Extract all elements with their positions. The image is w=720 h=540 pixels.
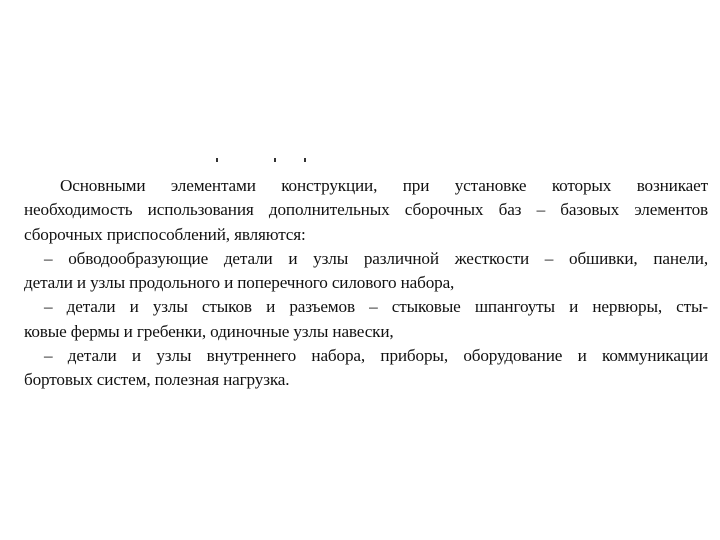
text-line-6: – детали и узлы стыков и разъемов – стыковые шпангоуты и нервюры, сты-: [44, 297, 708, 317]
text-line-1: Основными элементами конструкции, при установке которых возникает: [60, 176, 708, 195]
text-line-9: бортовых систем, полезная нагрузка.: [24, 370, 290, 390]
text-line-5: детали и узлы продольного и поперечного силового набора,: [24, 273, 455, 293]
text-line-8: – детали и узлы внутреннего набора, приборы, оборудование и коммуникации: [44, 346, 708, 366]
text-line-3: сборочных приспособлений, являются:: [24, 224, 306, 244]
scan-artifact-marks: [216, 158, 316, 164]
text-line-2: необходимость использования дополнительных сборочных баз – базовых элементов: [24, 200, 708, 220]
text-line-7: ковые фермы и гребенки, одиночные узлы навески,: [24, 321, 394, 341]
text-line-4: – обводообразующие детали и узлы различной жесткости – обшивки, панели,: [44, 248, 708, 268]
body-text: [24, 174, 708, 393]
